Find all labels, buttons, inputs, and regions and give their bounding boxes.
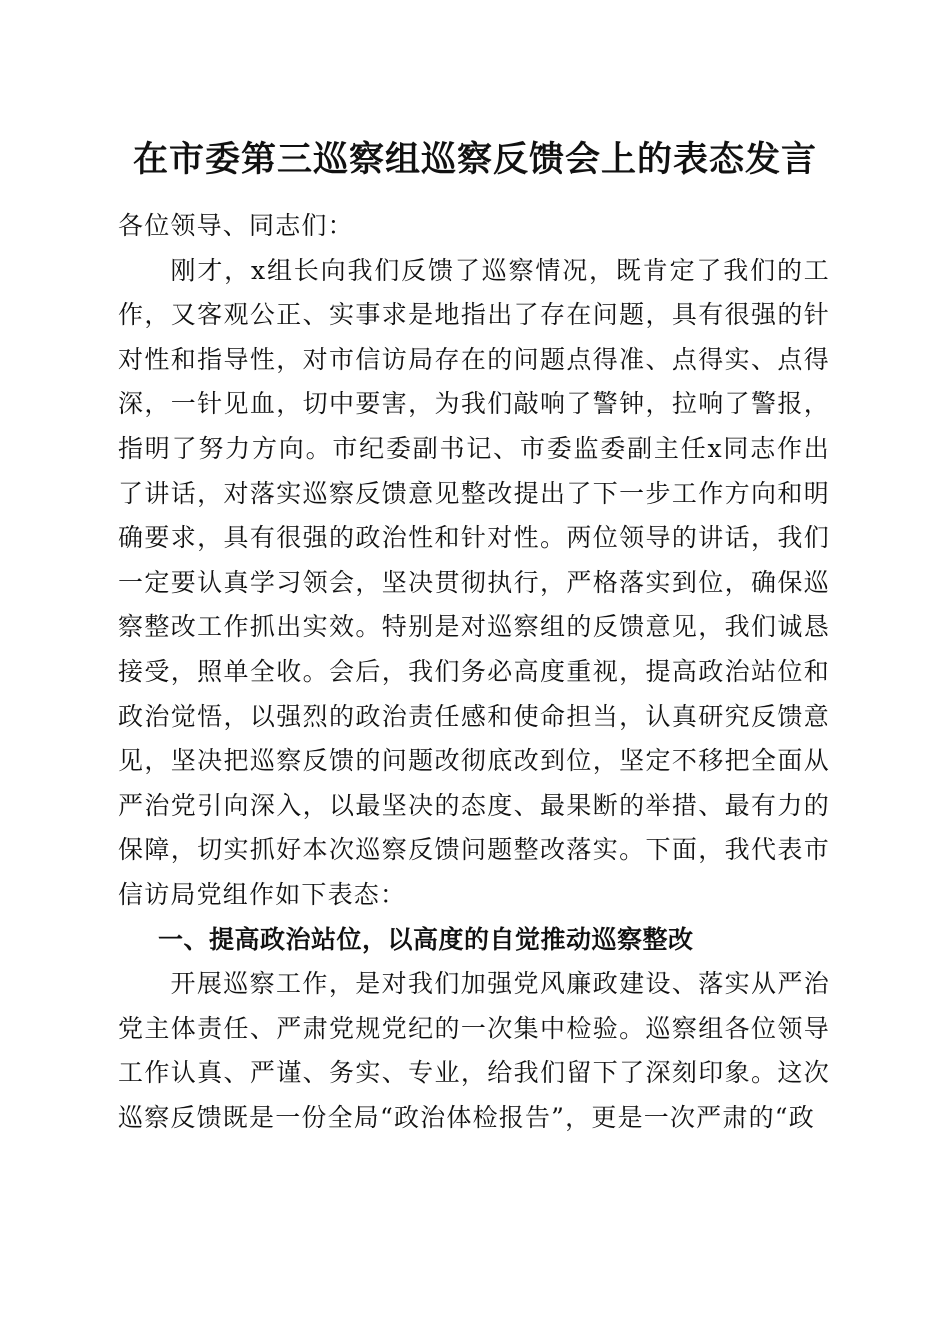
paragraph-opening: 刚才，x组长向我们反馈了巡察情况，既肯定了我们的工作，又客观公正、实事求是地指出了存在问题，具有很强的针对性和指导性，对市信访局存在的问题点得准、点得实、点得深，一针见血，切中要害，为我们敲响了警钟，拉响了警报，指明了努力方向。市纪委副书记、市委监委副主任x同志作出了讲话，对落实巡察反馈意见整改提出了下一步工作方向和明确要求，具有很强的政治性和针对性。两位领导的讲话，我们一定要认真学习领会，坚决贯彻执行，严格落实到位，确保巡察整改工作抓出实效。特别是对巡察组的反馈意见，我们诚恳接受，照单全收。会后，我们务必高度重视，提高政治站位和政治觉悟，以强烈的政治责任感和使命担当，认真研究反馈意见，坚决把巡察反馈的问题改彻底改到位，坚定不移把全面从严治党引向深入，以最坚决的态度、最果断的举措、最有力的保障，切实抓好本次巡察反馈问题整改落实。下面，我代表市信访局党组作如下表态： [118, 255, 830, 909]
paragraph-section-1: 开展巡察工作，是对我们加强党风廉政建设、落实从严治党主体责任、严肃党规党纪的一次集中检验。巡察组各位领导工作认真、严谨、务实、专业，给我们留下了深刻印象。这次巡察反馈既是一份全局“政治体检报告”，更是一次严肃的“政 [118, 969, 830, 1132]
salutation: 各位领导、同志们： [118, 211, 354, 240]
section-heading-1: 一、提高政治站位，以高度的自觉推动巡察整改 [158, 924, 694, 954]
document-body [118, 204, 830, 1140]
document-title: 在市委第三巡察组巡察反馈会上的表态发言 [132, 139, 817, 180]
